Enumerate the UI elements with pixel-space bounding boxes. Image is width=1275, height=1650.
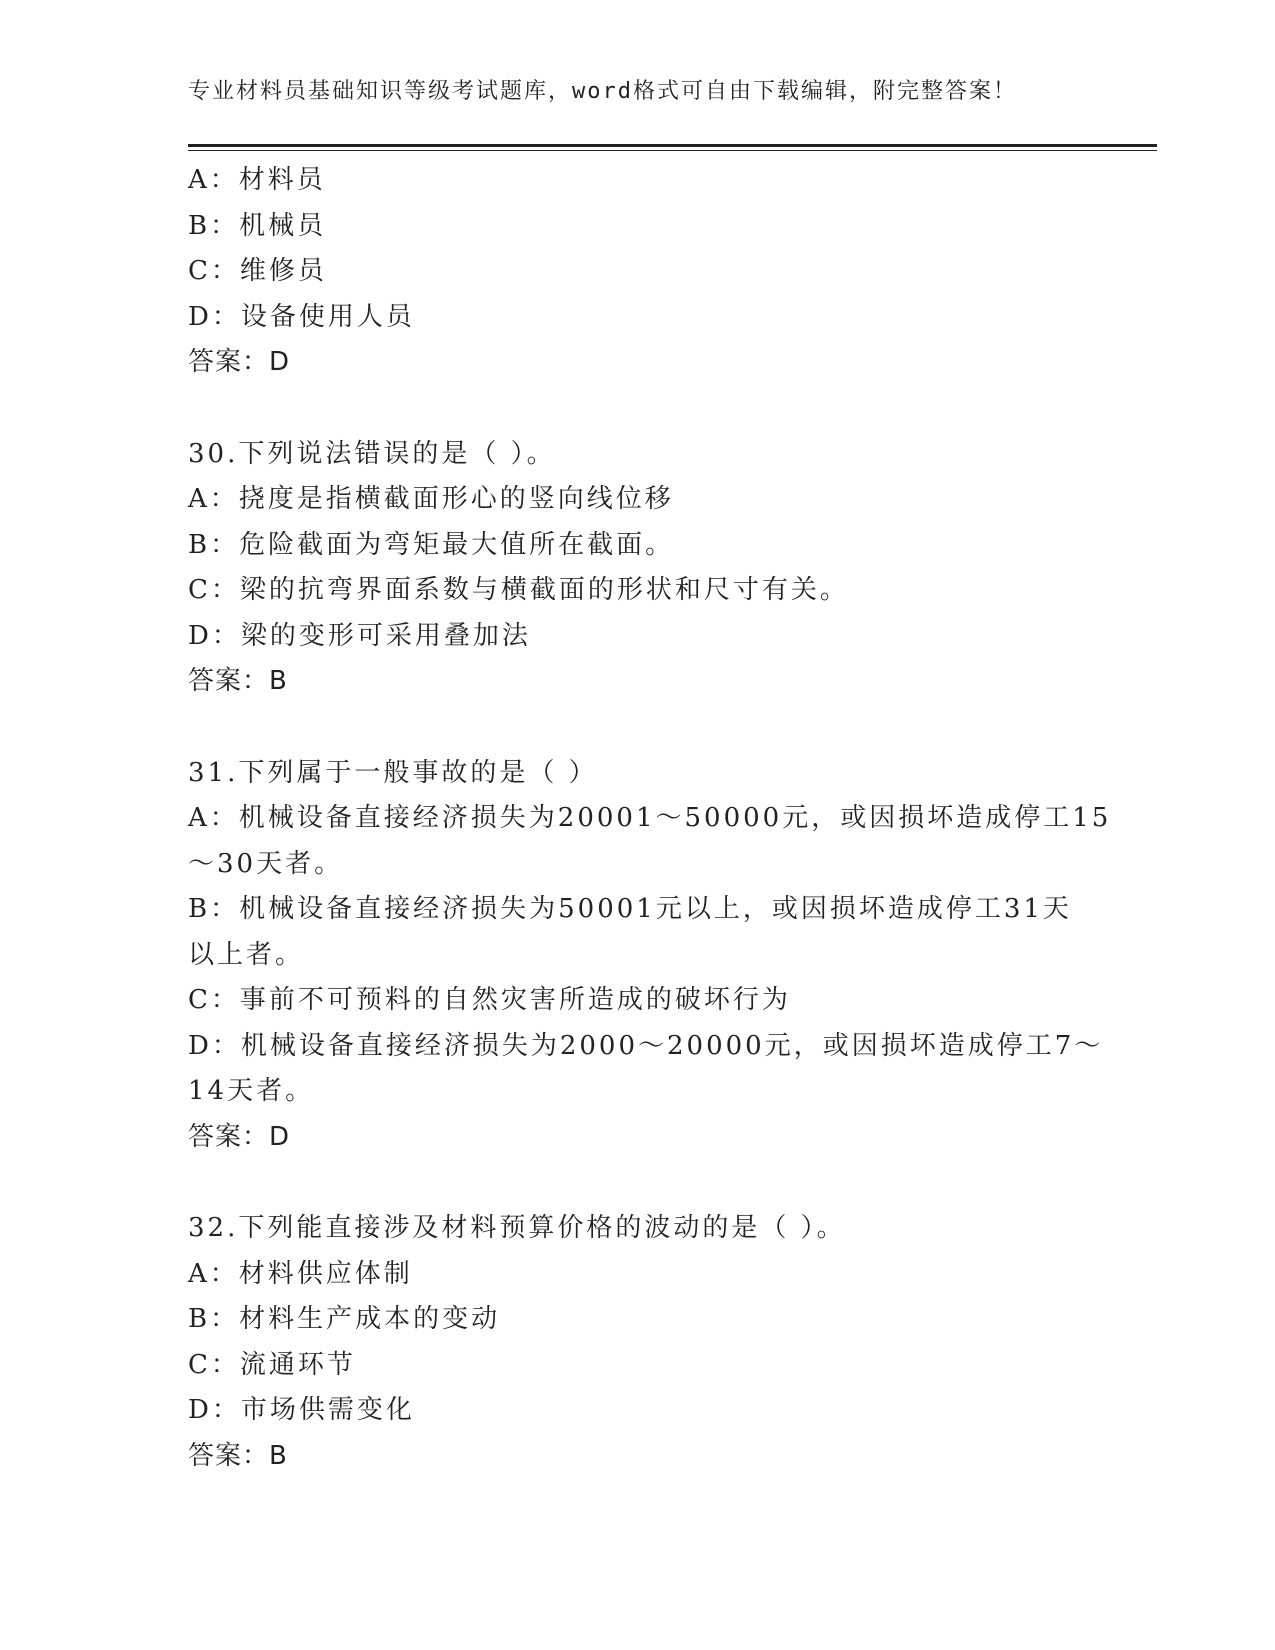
header-rule-thick (188, 144, 1157, 147)
question-stem: 32.下列能直接涉及材料预算价格的波动的是（ ）。 (188, 1213, 846, 1243)
option-c: C：梁的抗弯界面系数与横截面的形状和尺寸有关。 (188, 575, 849, 605)
spacer (188, 1160, 1088, 1206)
option-a: A：材料员 (188, 165, 326, 195)
option-c: C：事前不可预料的自然灾害所造成的破坏行为 (188, 985, 791, 1015)
spacer (188, 386, 1088, 432)
question-block-30 (188, 432, 1088, 705)
spacer (188, 705, 1088, 751)
option-b: B：机械员 (188, 210, 327, 241)
option-a: A：挠度是指横截面形心的竖向线位移 (188, 484, 674, 514)
option-d: D：市场供需变化 (188, 1395, 415, 1425)
header-rule-thin (188, 150, 1157, 151)
option-a: A：材料供应体制 (188, 1258, 413, 1289)
question-stem: 30.下列说法错误的是（ ）。 (188, 438, 556, 469)
answer-line: 答案：B (188, 1440, 288, 1471)
option-d: D：梁的变形可采用叠加法 (188, 620, 531, 651)
answer-line: 答案：D (188, 1121, 291, 1152)
option-b: B：机械设备直接经济损失为50001元以上，或因损坏造成停工31天 (188, 894, 1072, 924)
answer-line: 答案：B (188, 666, 288, 696)
option-a-continued: ～30天者。 (188, 848, 344, 879)
question-stem: 31.下列属于一般事故的是（ ） (188, 757, 598, 788)
option-d: D：机械设备直接经济损失为2000～20000元，或因损坏造成停工7～ (188, 1030, 1104, 1061)
option-a: A：机械设备直接经济损失为20001～50000元，或因损坏造成停工15 (188, 803, 1112, 833)
question-block-29 (188, 158, 1088, 386)
option-b: B：危险截面为弯矩最大值所在截面。 (188, 529, 675, 560)
option-c: C：流通环节 (188, 1349, 356, 1380)
question-list (188, 158, 1112, 1479)
option-d: D：设备使用人员 (188, 301, 415, 332)
option-b: B：材料生产成本的变动 (188, 1304, 501, 1334)
option-d-continued: 14天者。 (188, 1076, 315, 1106)
option-c: C：维修员 (188, 256, 327, 286)
question-block-32 (188, 1206, 1088, 1479)
option-b-continued: 以上者。 (188, 939, 305, 970)
answer-line: 答案：D (188, 347, 291, 377)
page-header: 专业材料员基础知识等级考试题库，word格式可自由下载编辑，附完整答案！ (188, 79, 1017, 104)
question-block-31 (188, 751, 1112, 1161)
